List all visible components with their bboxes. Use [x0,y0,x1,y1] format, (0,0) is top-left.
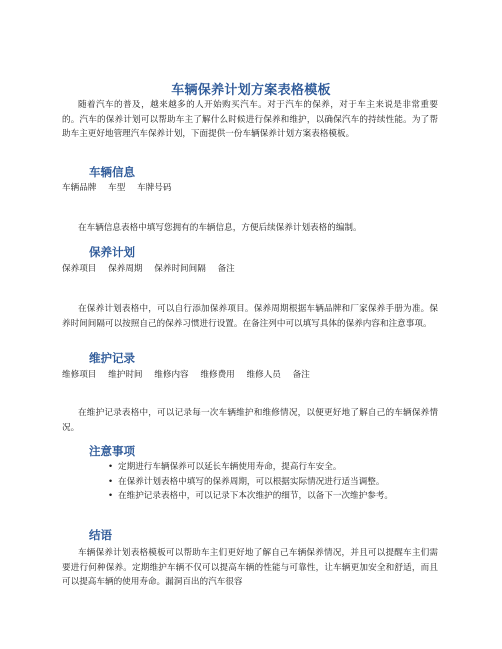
vehicle-col-plate: 车牌号码 [137,183,172,193]
notes-list [62,460,438,504]
note-text: 在维护记录表格中，可以记录下本次维护的细节，以备下一次维护参考。 [118,491,394,502]
conclusion-paragraph: 车辆保养计划表格模板可以帮助车主们更好地了解自己车辆保养情况，并且可以提醒车主们需要进行何种保养。定期维护车辆不仅可以提高车辆的性能与可靠性，让车辆更加安全和舒适，而且可以提高车辆的使用寿命。漏洞百出的汽车很容 [62,548,438,588]
plan-heading: 保养计划 [89,245,135,259]
conclusion-heading: 结语 [89,528,112,542]
vehicle-col-brand: 车辆品牌 [62,183,97,193]
vehicle-table-header [62,181,180,193]
vehicle-heading: 车辆信息 [89,165,135,179]
list-item [62,489,438,504]
document-title: 车辆保养计划方案表格模板 [171,83,331,98]
records-col-content: 维修内容 [154,370,189,380]
plan-col-interval: 保养时间间隔 [154,264,206,274]
vehicle-description: 在车辆信息表格中填写您拥有的车辆信息，方便后续保养计划表格的编制。 [78,223,362,233]
note-text: 定期进行车辆保养可以延长车辆使用寿命，提高行车安全。 [118,462,342,472]
records-table-header [62,368,319,380]
records-col-notes: 备注 [292,370,310,380]
records-col-cost: 维修费用 [200,370,235,380]
plan-col-item: 保养项目 [62,264,97,274]
plan-col-cycle: 保养周期 [108,264,143,274]
bullet-icon: • [108,491,114,502]
plan-col-notes: 备注 [217,264,235,274]
plan-table-header [62,262,244,274]
bullet-icon: • [108,476,114,487]
records-col-item: 维修项目 [62,370,97,380]
list-item [62,475,438,490]
bullet-icon: • [108,462,114,472]
records-heading: 维护记录 [89,351,135,365]
records-col-staff: 维修人员 [246,370,281,380]
note-text: 在保养计划表格中填写的保养周期，可以根据实际情况进行适当调整。 [118,476,385,487]
list-item [62,460,438,475]
plan-description: 在保养计划表格中，可以自行添加保养项目。保养周期根据车辆品牌和厂家保养手册为准。保养时间间隔可以按照自己的保养习惯进行设置。在备注列中可以填写具体的保养内容和注意事项。 [62,304,438,329]
notes-heading: 注意事项 [89,444,135,458]
intro-paragraph: 随着汽车的普及，越来越多的人开始购买汽车。对于汽车的保养，对于车主来说是非常重要的。汽车的保养计划可以帮助车主了解什么时候进行保养和维护，以确保汽车的持续性能。为了帮助车主更好地管理汽车保养计划，下面提供一份车辆保养计划方案表格模板。 [62,100,438,140]
records-col-time: 维护时间 [108,370,143,380]
vehicle-col-model: 车型 [108,183,126,193]
records-description: 在维护记录表格中，可以记录每一次车辆维护和维修情况，以便更好地了解自己的车辆保养情况。 [62,408,438,433]
